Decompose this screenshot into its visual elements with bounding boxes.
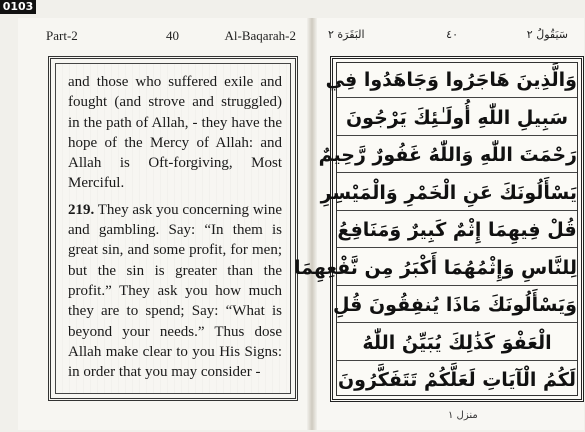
translation-frame xyxy=(48,56,298,401)
part-label: Part-2 xyxy=(46,28,78,43)
right-page-header xyxy=(328,28,568,46)
arabic-text-frame xyxy=(293,56,584,402)
arabic-line: وَيَسْأَلُونَكَ مَاذَا يُنفِقُونَ قُلِ xyxy=(337,288,577,323)
surah-label: Al-Baqarah-2 xyxy=(224,28,296,43)
arabic-line: سَبِيلِ اللّٰهِ أُولَـٰئِكَ يَرْجُونَ xyxy=(337,101,577,136)
arabic-line: الْعَفْوَ كَذَٰلِكَ يُبَيِّنُ اللّٰهُ xyxy=(337,326,577,361)
arabic-line: لَكُمُ الْآيَاتِ لَعَلَّكُمْ تَتَفَكَّرُونَ xyxy=(337,369,577,391)
arabic-page-number: ٤٠ xyxy=(446,28,458,41)
arabic-surah-label: البَقَرَة ٢ xyxy=(328,28,365,41)
arabic-part-label: سَيَقُولُ ٢ xyxy=(526,28,568,41)
arabic-text-frame-inner xyxy=(293,62,578,396)
arabic-line: رَحْمَتَ اللّٰهِ وَاللّٰهُ غَفُورٌ رَّحِيمٌ xyxy=(337,138,577,173)
translation-paragraph-1: and those who suffered exile and fought (and strove and struggled) in the path of Allah, - they have the hope of the Mercy of Allah: and Allah is Oft-forgiving, Most Merciful. xyxy=(68,74,282,192)
page-badge: 0103 xyxy=(0,0,36,14)
left-page-header xyxy=(46,28,296,46)
book-spread xyxy=(18,18,584,430)
translation-paragraph-2 xyxy=(68,200,282,383)
verse-text: They ask you concerning wine and gambling. Say: “In them is great sin, and some profit, for men; but the sin is greater than the profit.” They ask you how much they are to spend; Say: “What is beyond your needs.” Thus dose Allah make clear to you His Signs: in order that you may consider - xyxy=(68,201,282,381)
translation-frame-inner xyxy=(55,63,291,394)
translation-text xyxy=(68,72,282,388)
verse-number: 219. xyxy=(68,201,95,218)
arabic-line: لِلنَّاسِ وَإِثْمُهُمَا أَكْبَرُ مِن نَّفْعِهِمَا xyxy=(337,251,577,286)
arabic-line: قُلْ فِيهِمَا إِثْمٌ كَبِيرٌ وَمَنَافِعُ xyxy=(337,213,577,248)
book-spine xyxy=(307,18,317,430)
arabic-line: يَسْأَلُونَكَ عَنِ الْخَمْرِ وَالْمَيْسِرِ xyxy=(337,176,577,211)
manzil-mark: منزل ١ xyxy=(448,410,478,421)
page-number: 40 xyxy=(166,28,179,43)
arabic-line: وَالَّذِينَ هَاجَرُوا وَجَاهَدُوا فِي xyxy=(337,63,577,98)
